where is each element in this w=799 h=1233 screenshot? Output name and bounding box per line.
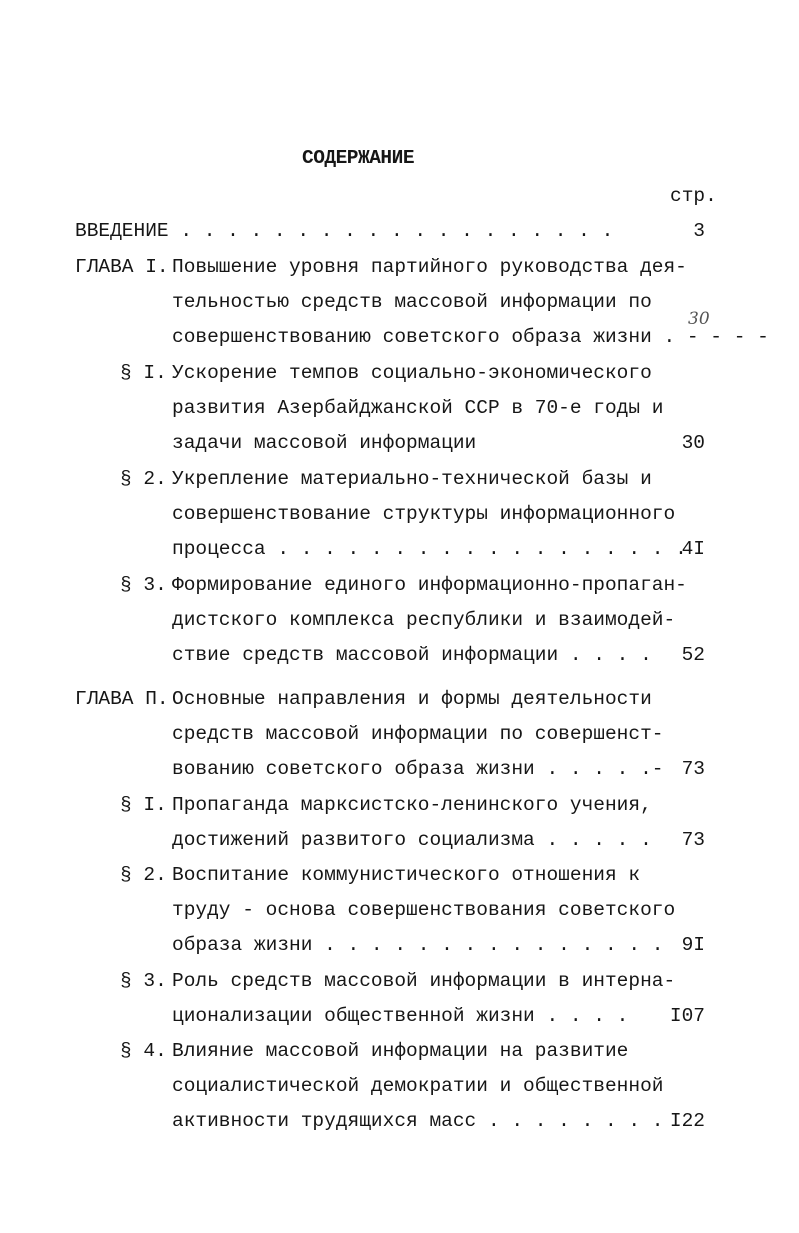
toc-entry-line: ствие средств массовой информации . . . .	[172, 644, 652, 666]
toc-entry-number: § I.	[120, 794, 167, 816]
toc-title: СОДЕРЖАНИЕ	[302, 147, 415, 169]
toc-page-number: 73	[681, 758, 705, 780]
toc-page-number: 4I	[681, 538, 705, 560]
toc-page-number: 3	[693, 220, 705, 242]
toc-entry-line: Повышение уровня партийного руководства дея-	[172, 256, 687, 278]
toc-entry-number: § 2.	[120, 864, 167, 886]
page-column-label: стр.	[670, 185, 717, 207]
toc-entry-line: дистского комплекса республики и взаимодей-	[172, 609, 676, 631]
toc-entry-line: Воспитание коммунистического отношения к	[172, 864, 641, 886]
toc-entry-line: развития Азербайджанской ССР в 70-е годы и	[172, 397, 664, 419]
toc-entry-number: § 4.	[120, 1040, 167, 1062]
toc-entry-line: совершенствованию советского образа жизни . - - - -	[172, 326, 769, 348]
toc-entry-number: § I.	[120, 362, 167, 384]
toc-entry-number: § 3.	[120, 574, 167, 596]
toc-entry-number: § 3.	[120, 970, 167, 992]
toc-entry-line: Основные направления и формы деятельности	[172, 688, 652, 710]
toc-entry-line: активности трудящихся масс . . . . . . . .	[172, 1110, 664, 1132]
toc-entry-line: задачи массовой информации	[172, 432, 477, 454]
toc-entry-line: средств массовой информации по совершенст-	[172, 723, 664, 745]
handwritten-page-note: 30	[688, 309, 710, 329]
toc-entry-line: Ускорение темпов социально-экономического	[172, 362, 652, 384]
toc-entry-line: Влияние массовой информации на развитие	[172, 1040, 629, 1062]
toc-page-number: I22	[669, 1110, 705, 1132]
toc-entry-line: вованию советского образа жизни . . . . .-	[172, 758, 664, 780]
toc-entry-line: Пропаганда марксистско-ленинского учения,	[172, 794, 652, 816]
toc-entry-line: тельностью средств массовой информации по	[172, 291, 652, 313]
toc-entry-line: Формирование единого информационно-пропаган-	[172, 574, 687, 596]
toc-entry-line: процесса . . . . . . . . . . . . . . . . . .	[172, 538, 687, 560]
toc-entry-line: образа жизни . . . . . . . . . . . . . . .	[172, 934, 664, 956]
toc-entry-number: ГЛАВА П.	[75, 688, 169, 710]
toc-page-number: 52	[681, 644, 705, 666]
toc-entry-line: Роль средств массовой информации в интерна-	[172, 970, 676, 992]
toc-entry-line: ционализации общественной жизни . . . .	[172, 1005, 629, 1027]
toc-entry-number: ГЛАВА I.	[75, 256, 169, 278]
toc-entry-line: Укрепление материально-технической базы и	[172, 468, 652, 490]
toc-page-number: 73	[681, 829, 705, 851]
toc-page-number: 30	[681, 432, 705, 454]
toc-page-number: I07	[669, 1005, 705, 1027]
toc-entry-line: социалистической демократии и общественной	[172, 1075, 664, 1097]
toc-entry-line: достижений развитого социализма . . . . .	[172, 829, 652, 851]
toc-entry-text: ВВЕДЕНИЕ . . . . . . . . . . . . . . . . . . .	[75, 220, 614, 242]
toc-page-number: 9I	[681, 934, 705, 956]
toc-entry-number: § 2.	[120, 468, 167, 490]
toc-entry-line: совершенствование структуры информационного	[172, 503, 676, 525]
toc-entry-line: труду - основа совершенствования советского	[172, 899, 676, 921]
